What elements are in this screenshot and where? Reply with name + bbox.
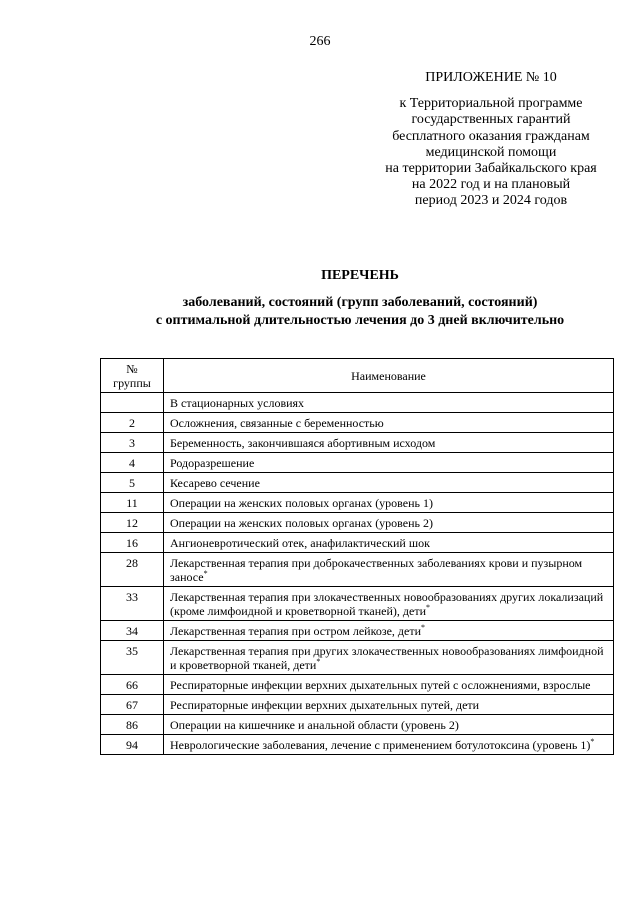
header-group-number: № группы [101, 359, 164, 393]
name-cell [164, 473, 614, 493]
appendix-line: бесплатного оказания гражданам [392, 128, 590, 144]
group-number-cell: 16 [101, 533, 164, 553]
footnote-mark: * [316, 657, 321, 666]
group-number-cell: 35 [101, 641, 164, 675]
name-cell [164, 621, 614, 641]
table-row [101, 513, 614, 533]
diseases-table [100, 358, 614, 755]
group-number-cell: 94 [101, 735, 164, 755]
table-row [101, 433, 614, 453]
name-text: Операции на женских половых органах (уровень 1) [170, 496, 433, 510]
group-number-cell: 2 [101, 413, 164, 433]
table-row [101, 493, 614, 513]
name-cell [164, 393, 614, 413]
page-number: 266 [309, 34, 331, 49]
table-row [101, 587, 614, 621]
document-subheading [0, 294, 640, 330]
group-number-cell: 28 [101, 553, 164, 587]
table-row [101, 453, 614, 473]
table-row [101, 621, 614, 641]
name-cell [164, 533, 614, 553]
table-row [101, 413, 614, 433]
name-text: Лекарственная терапия при других злокачественных новообразованиях лимфоидной и кроветворной тканей, дети [170, 644, 604, 672]
table-row [101, 473, 614, 493]
name-text: Кесарево сечение [170, 476, 260, 490]
subheading-line: с оптимальной длительностью лечения до 3 дней включительно [155, 313, 565, 328]
name-cell [164, 715, 614, 735]
footnote-mark: * [426, 603, 430, 612]
group-number-cell: 12 [101, 513, 164, 533]
table-row [101, 735, 614, 755]
appendix-block [360, 70, 622, 210]
name-cell [164, 453, 614, 473]
name-cell [164, 641, 614, 675]
name-text: Респираторные инфекции верхних дыхательных путей с осложнениями, взрослые [170, 678, 591, 692]
name-text: Родоразрешение [170, 456, 255, 470]
table-row [101, 393, 614, 413]
name-text: В стационарных условиях [170, 396, 305, 410]
appendix-line: государственных гарантий [411, 112, 571, 128]
name-text: Ангионевротический отек, анафилактический шок [170, 536, 430, 550]
name-cell [164, 553, 614, 587]
name-text: Осложнения, связанные с беременностью [170, 416, 384, 430]
subheading-line: заболеваний, состояний (групп заболеваний, состояний) [182, 295, 538, 310]
table-row [101, 695, 614, 715]
group-number-cell: 33 [101, 587, 164, 621]
name-text: Операции на женских половых органах (уровень 2) [170, 516, 433, 530]
footnote-mark: * [421, 623, 425, 632]
appendix-line: период 2023 и 2024 годов [414, 193, 568, 209]
name-cell [164, 695, 614, 715]
footnote-mark: * [590, 737, 595, 746]
footnote-mark: * [203, 569, 208, 578]
appendix-title: ПРИЛОЖЕНИЕ № 10 [425, 70, 557, 85]
name-text: Неврологические заболевания, лечение с применением ботулотоксина (уровень 1) [170, 738, 591, 752]
group-number-cell: 34 [101, 621, 164, 641]
name-text: Респираторные инфекции верхних дыхательных путей, дети [170, 698, 480, 712]
header-name: Наименование [164, 359, 614, 393]
group-number-cell: 86 [101, 715, 164, 735]
appendix-line: на 2022 год и на плановый [411, 177, 571, 193]
name-cell [164, 413, 614, 433]
name-text: Операции на кишечнике и анальной области (уровень 2) [170, 718, 459, 732]
name-cell [164, 513, 614, 533]
name-text: Лекарственная терапия при злокачественных новообразованиях других локализаций (кроме лимфоидной и кроветворной тканей), дети [170, 590, 604, 618]
name-text: Лекарственная терапия при остром лейкозе, дети [170, 624, 421, 638]
group-number-cell: 11 [101, 493, 164, 513]
name-text: Беременность, закончившаяся абортивным исходом [170, 436, 436, 450]
table-body [101, 393, 614, 755]
name-cell [164, 735, 614, 755]
table-header-row [101, 359, 614, 393]
document-heading: ПЕРЕЧЕНЬ [321, 268, 399, 283]
group-number-cell [101, 393, 164, 413]
name-cell [164, 493, 614, 513]
group-number-cell: 4 [101, 453, 164, 473]
table-row [101, 553, 614, 587]
group-number-cell: 3 [101, 433, 164, 453]
appendix-line: медицинской помощи [425, 144, 557, 160]
table-row [101, 715, 614, 735]
table-row [101, 533, 614, 553]
group-number-cell: 66 [101, 675, 164, 695]
appendix-line: к Территориальной программе [399, 96, 583, 112]
group-number-cell: 5 [101, 473, 164, 493]
name-cell [164, 587, 614, 621]
name-cell [164, 675, 614, 695]
name-cell [164, 433, 614, 453]
appendix-line: на территории Забайкальского края [385, 161, 597, 177]
table-row [101, 641, 614, 675]
group-number-cell: 67 [101, 695, 164, 715]
name-text: Лекарственная терапия при доброкачественных заболеваниях крови и пузырном заносе [170, 556, 583, 584]
table-row [101, 675, 614, 695]
